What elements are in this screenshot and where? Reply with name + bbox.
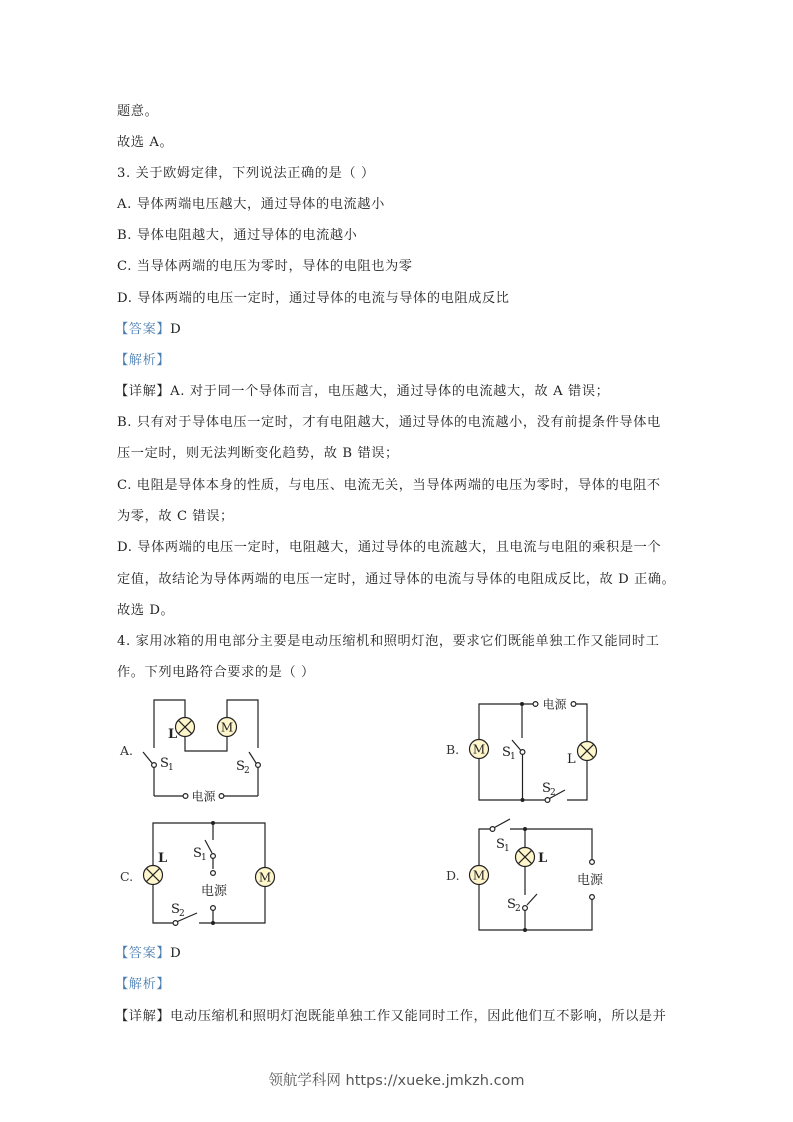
option-d-label: D. <box>446 868 460 883</box>
text-line: 题意。 <box>117 104 159 119</box>
power-source-label: 电源 <box>200 884 228 899</box>
question-3-option-c: C. 当导体两端的电压为零时，导体的电阻也为零 <box>117 259 413 274</box>
option-b-label: B. <box>446 742 460 757</box>
detail-tag: 【详解】 <box>115 384 171 399</box>
junction-dot <box>520 702 524 706</box>
detail-text: 电动压缩机和照明灯泡既能单独工作又能同时工作，因此他们互不影响，所以是并 <box>170 1009 667 1024</box>
detail-line: C. 电阻是导体本身的性质，与电压、电流无关，当导体两端的电压为零时，导体的电阻不 <box>117 478 661 493</box>
detail-line: 定值，故结论为导体两端的电压一定时，通过导体的电流与导体的电阻成反比，故 D 正确。 <box>117 572 676 587</box>
answer-value: D <box>170 322 182 337</box>
switch-s1-sub: 1 <box>510 752 516 762</box>
question-4-stem: 4. 家用冰箱的用电部分主要是电动压缩机和照明灯泡，要求它们既能单独工作又能同时工 <box>117 634 660 649</box>
junction-dot <box>211 821 215 825</box>
switch-s2-sub: 2 <box>515 904 521 914</box>
lamp-label: L <box>158 851 168 866</box>
question-4-answer <box>115 945 181 963</box>
junction-dot <box>521 798 525 802</box>
detail-text: A. 对于同一个导体而言，电压越大，通过导体的电流越大，故 A 错误； <box>170 384 610 399</box>
lamp-label: L <box>168 727 178 742</box>
answer-tag: 【答案】 <box>115 946 171 961</box>
switch-s1-label: S <box>193 846 202 861</box>
power-source-label: 电源 <box>191 789 216 804</box>
switch-s1-label: S <box>160 756 169 771</box>
motor-label: M <box>472 742 486 757</box>
footer-watermark: 领航学科网 https://xueke.jmkzh.com <box>268 1073 525 1089</box>
question-3-stem: 3. 关于欧姆定律，下列说法正确的是（ ） <box>117 166 375 181</box>
option-a-label: A. <box>120 743 134 758</box>
switch-s2-label: S <box>171 902 180 917</box>
question-3-option-b: B. 导体电阻越大，通过导体的电流越小 <box>117 228 358 243</box>
detail-line: 压一定时，则无法判断变化趋势，故 B 错误； <box>117 446 399 461</box>
power-source-label: 电源 <box>576 873 604 888</box>
switch-s1-label: S <box>502 745 511 760</box>
option-c-label: C. <box>120 869 134 884</box>
lamp-label: L <box>538 851 548 866</box>
detail-line: 故选 D。 <box>117 603 175 618</box>
switch-s2-sub: 2 <box>550 788 556 798</box>
question-4-analysis-heading <box>115 976 170 994</box>
switch-s2-sub: 2 <box>179 909 185 919</box>
lamp-icon <box>578 742 597 761</box>
switch-s2-label: S <box>236 759 245 774</box>
junction-dot <box>211 921 215 925</box>
junction-dot <box>523 928 527 932</box>
lamp-icon <box>144 866 163 885</box>
switch-s2-label: S <box>542 781 551 796</box>
motor-label: M <box>220 720 234 735</box>
text-line: 故选 A。 <box>117 135 174 150</box>
lamp-label: L <box>567 752 576 767</box>
question-3-option-d: D. 导体两端的电压一定时，通过导体的电流与导体的电阻成反比 <box>117 291 510 306</box>
circuit-c <box>153 823 265 925</box>
question-4-detail <box>115 1008 667 1026</box>
analysis-tag: 【解析】 <box>115 977 171 992</box>
answer-tag: 【答案】 <box>115 322 171 337</box>
question-4-stem-cont: 作。下列电路符合要求的是（ ） <box>117 665 315 680</box>
circuit-a <box>143 700 260 798</box>
detail-line: 为零，故 C 错误； <box>117 509 234 524</box>
switch-s2-sub: 2 <box>244 766 250 776</box>
switch-s1-sub: 1 <box>504 844 510 854</box>
switch-s1-label: S <box>496 837 505 852</box>
detail-tag: 【详解】 <box>115 1009 171 1024</box>
switch-s2-label: S <box>507 897 516 912</box>
motor-label: M <box>258 870 272 885</box>
analysis-tag: 【解析】 <box>115 353 171 368</box>
power-source-label: 电源 <box>542 697 567 712</box>
junction-dot <box>523 827 527 831</box>
question-3-option-a: A. 导体两端电压越大，通过导体的电流越小 <box>117 197 385 212</box>
switch-s1-sub: 1 <box>168 763 174 773</box>
lamp-icon <box>176 718 195 737</box>
detail-line: D. 导体两端的电压一定时，电阻越大，通过导体的电流越大，且电流与电阻的乘积是一个 <box>117 540 662 555</box>
motor-label: M <box>472 868 486 883</box>
switch-s1-sub: 1 <box>201 853 207 863</box>
detail-line: B. 只有对于导体电压一定时，才有电阻越大，通过导体的电流越小，没有前提条件导体电 <box>117 415 661 430</box>
answer-value: D <box>170 946 182 961</box>
lamp-icon <box>516 848 535 867</box>
